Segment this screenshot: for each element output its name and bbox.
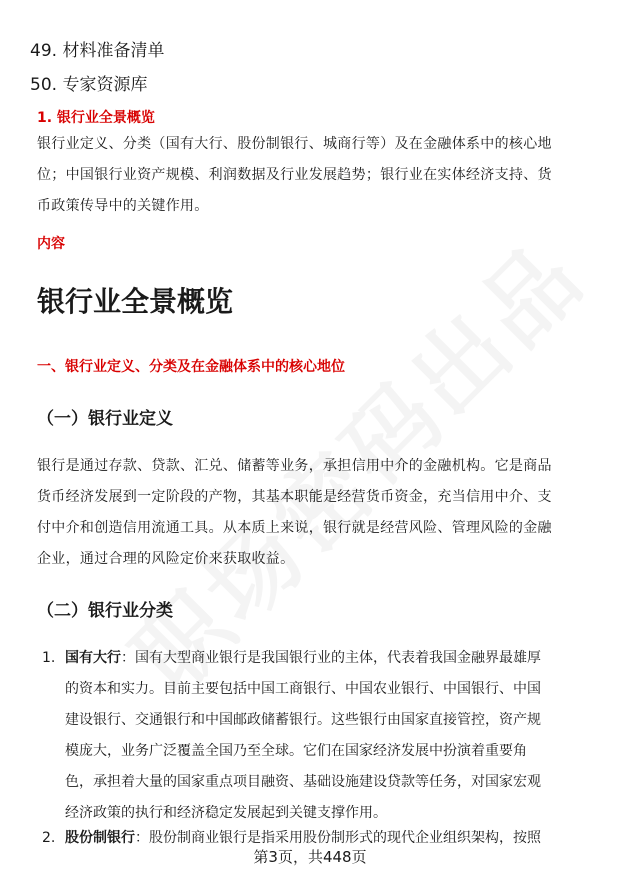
list-line: ：国有大型商业银行是我国银行业的主体，代表着我国金融界最雄厚: [121, 650, 541, 666]
definition-line: 付中介和创造信用流通工具。从本质上来说，银行就是经营风险、管理风险的金融: [37, 520, 552, 536]
h2-heading: 一、银行业定义、分类及在金融体系中的核心地位: [37, 359, 345, 375]
summary-line: 位；中国银行业资产规模、利润数据及行业发展趋势；银行业在实体经济支持、货: [37, 167, 552, 183]
list-line: 色，承担着大量的国家重点项目融资、基础设施建设贷款等任务，对国家宏观: [65, 774, 541, 790]
definition-line: 银行是通过存款、贷款、汇兑、储蓄等业务，承担信用中介的金融机构。它是商品: [37, 458, 552, 474]
page-footer: 第3页，共448页: [253, 848, 367, 866]
list-line: 经济政策的执行和经济稳定发展起到关键支撑作用。: [65, 805, 387, 821]
summary-line: 银行业定义、分类（国有大行、股份制银行、城商行等）及在金融体系中的核心地: [37, 136, 552, 152]
section-summary: [37, 129, 582, 222]
list-term: 股份制银行: [65, 830, 135, 846]
definition-line: 企业，通过合理的风险定价来获取收益。: [37, 551, 295, 567]
toc-item-49[interactable]: [30, 36, 164, 61]
toc-item-label: 49. 材料准备清单: [30, 41, 165, 61]
list-line: 的资本和实力。目前主要包括中国工商银行、中国农业银行、中国银行、中国: [65, 681, 541, 697]
definition-paragraph: [37, 451, 582, 575]
page-title: 银行业全景概览: [37, 285, 234, 318]
list-term: 国有大行: [65, 650, 121, 666]
content-label: 内容: [37, 236, 65, 252]
h3-definition: （一）银行业定义: [37, 409, 173, 429]
list-line: 建设银行、交通银行和中国邮政储蓄银行。这些银行由国家直接管控，资产规: [65, 712, 541, 728]
list-item: [42, 643, 587, 829]
section-heading: 1. 银行业全景概览: [37, 110, 155, 126]
toc-item-50[interactable]: [30, 70, 147, 95]
definition-line: 货币经济发展到一定阶段的产物，其基本职能是经营货币资金，充当信用中介、支: [37, 489, 552, 505]
list-line: 模庞大，业务广泛覆盖全国乃至全球。它们在国家经济发展中扮演着重要角: [65, 743, 527, 759]
toc-item-label: 50. 专家资源库: [30, 75, 148, 95]
list-line: ：股份制商业银行是指采用股份制形式的现代企业组织架构，按照: [135, 830, 541, 846]
list-marker: 2.: [42, 830, 56, 846]
h3-classification: （二）银行业分类: [37, 601, 173, 621]
list-marker: 1.: [42, 650, 56, 666]
summary-line: 币政策传导中的关键作用。: [37, 198, 209, 214]
